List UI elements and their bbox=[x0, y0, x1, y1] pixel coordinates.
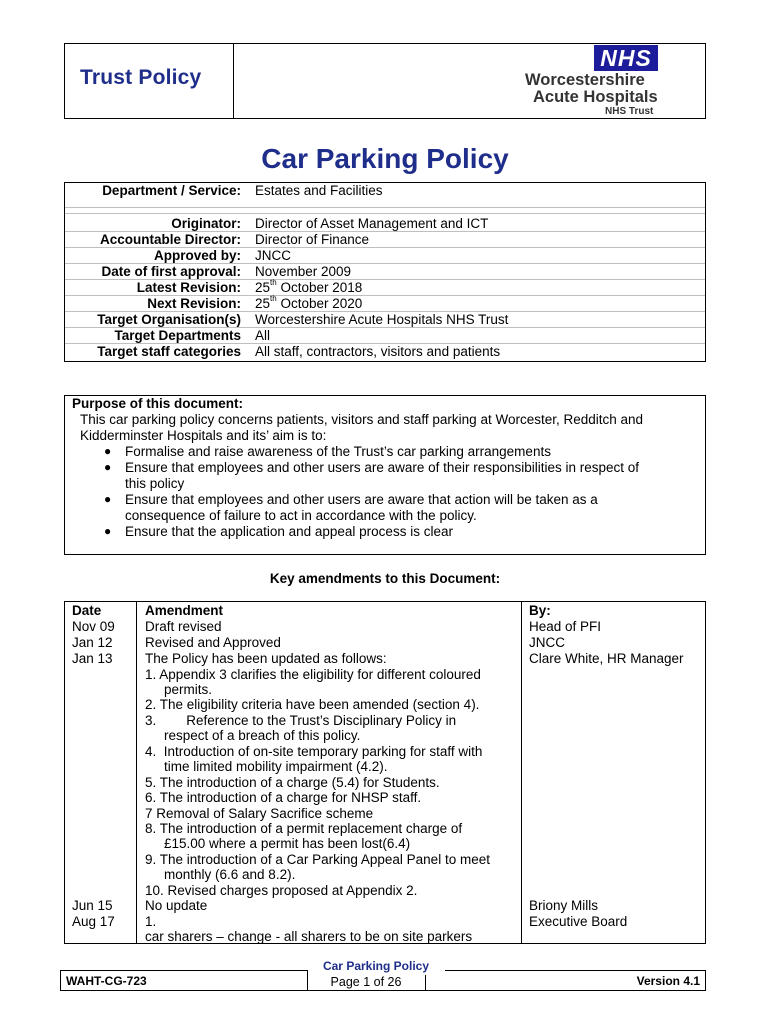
row-amendment-line: 10. Revised charges proposed at Appendix 2. bbox=[145, 883, 418, 898]
row-amendment: Draft revised bbox=[145, 619, 222, 634]
approved-by-label: Approved by: bbox=[153, 248, 241, 263]
row-amendment-line: 7 Removal of Salary Sacrifice scheme bbox=[145, 806, 374, 821]
org-name-line2: Acute Hospitals bbox=[533, 88, 658, 106]
next-revision-suffix: th bbox=[270, 294, 277, 303]
purpose-bullet-2-line1: Ensure that employees and other users are aware of their responsibilities in respect of bbox=[125, 460, 640, 475]
row-amendment-line: The Policy has been updated as follows: bbox=[145, 651, 387, 666]
row-amendment-line: monthly (6.6 and 8.2). bbox=[164, 867, 296, 882]
footer-rule bbox=[60, 970, 307, 971]
header-date: Date bbox=[72, 603, 102, 618]
row-date: Aug 17 bbox=[72, 914, 115, 929]
row-by: Clare White, HR Manager bbox=[529, 651, 684, 666]
column-divider bbox=[521, 601, 522, 944]
footer-border bbox=[60, 970, 61, 991]
row-amendment: Revised and Approved bbox=[145, 635, 281, 650]
purpose-bullet-3-line2: consequence of failure to act in accordance with the policy. bbox=[125, 508, 477, 523]
next-revision-label: Next Revision: bbox=[147, 296, 241, 311]
org-name-line3: NHS Trust bbox=[605, 106, 654, 117]
row-amendment-line: 3. Reference to the Trust’s Disciplinary Policy in bbox=[145, 713, 457, 728]
nhs-logo: NHS bbox=[594, 45, 658, 71]
department-label: Department / Service: bbox=[102, 183, 241, 198]
latest-revision-suffix: th bbox=[270, 278, 277, 287]
footer-rule bbox=[60, 990, 706, 991]
originator-label: Originator: bbox=[171, 216, 241, 231]
originator-value: Director of Asset Management and ICT bbox=[255, 216, 489, 231]
row-date: Jun 15 bbox=[72, 898, 113, 913]
first-approval-value: November 2009 bbox=[255, 264, 352, 279]
approved-by-value: JNCC bbox=[255, 248, 291, 263]
bullet-icon: ● bbox=[104, 444, 112, 458]
purpose-title: Purpose of this document: bbox=[72, 396, 244, 411]
policy-type-label: Trust Policy bbox=[80, 66, 202, 89]
next-revision-rest: October 2020 bbox=[276, 296, 363, 311]
purpose-bullet-1: Formalise and raise awareness of the Trust’s car parking arrangements bbox=[125, 444, 551, 459]
footer-title: Car Parking Policy bbox=[322, 959, 430, 973]
first-approval-label: Date of first approval: bbox=[101, 264, 241, 279]
row-amendment-line: car sharers – change - all sharers to be on site parkers bbox=[145, 929, 473, 944]
row-amendment-line: 9. The introduction of a Car Parking Appeal Panel to meet bbox=[145, 852, 490, 867]
info-row-divider bbox=[65, 207, 705, 208]
latest-revision-day: 25 bbox=[255, 280, 271, 295]
latest-revision-label: Latest Revision: bbox=[136, 280, 241, 295]
purpose-bullet-3-line1: Ensure that employees and other users are aware that action will be taken as a bbox=[125, 492, 598, 507]
row-amendment-line: respect of a breach of this policy. bbox=[164, 728, 361, 743]
info-row-divider bbox=[65, 213, 705, 214]
accountable-director-value: Director of Finance bbox=[255, 232, 370, 247]
row-by: JNCC bbox=[529, 635, 565, 650]
footer-border bbox=[705, 970, 706, 991]
row-amendment-line: 5. The introduction of a charge (5.4) for Students. bbox=[145, 775, 440, 790]
bullet-icon: ● bbox=[104, 492, 112, 506]
target-staff-label: Target staff categories bbox=[97, 344, 241, 359]
org-name-line1: Worcestershire bbox=[525, 71, 645, 89]
row-amendment-line: £15.00 where a permit has been lost(6.4) bbox=[164, 836, 411, 851]
target-staff-value: All staff, contractors, visitors and patients bbox=[255, 344, 501, 359]
latest-revision-value bbox=[255, 280, 362, 295]
row-by: Head of PFI bbox=[529, 619, 602, 634]
purpose-bullet-2-line2: this policy bbox=[125, 476, 185, 491]
target-departments-label: Target Departments bbox=[114, 328, 241, 343]
department-value: Estates and Facilities bbox=[255, 183, 383, 198]
row-date: Nov 09 bbox=[72, 619, 115, 634]
document-title: Car Parking Policy bbox=[261, 143, 509, 174]
purpose-intro-line1: This car parking policy concerns patients, visitors and staff parking at Worcester, Redditch and bbox=[80, 412, 644, 427]
row-amendment-line: permits. bbox=[164, 682, 213, 697]
next-revision-day: 25 bbox=[255, 296, 271, 311]
row-amendment-line: 2. The eligibility criteria have been amended (section 4). bbox=[145, 697, 480, 712]
row-date: Jan 12 bbox=[72, 635, 113, 650]
document-code: WAHT-CG-723 bbox=[66, 974, 147, 988]
row-amendment: No update bbox=[145, 898, 208, 913]
target-organisation-label: Target Organisation(s) bbox=[97, 312, 241, 327]
column-divider bbox=[136, 601, 137, 944]
row-amendment-line: 4. Introduction of on-site temporary parking for staff with bbox=[145, 744, 483, 759]
next-revision-value bbox=[255, 296, 362, 311]
purpose-intro-line2: Kidderminster Hospitals and its’ aim is to: bbox=[80, 428, 327, 443]
accountable-director-label: Accountable Director: bbox=[99, 232, 241, 247]
header-by: By: bbox=[529, 603, 551, 618]
document-version: Version 4.1 bbox=[636, 974, 700, 988]
latest-revision-rest: October 2018 bbox=[276, 280, 363, 295]
header-amendment: Amendment bbox=[145, 603, 224, 618]
row-amendment-line: 6. The introduction of a charge for NHSP staff. bbox=[145, 790, 422, 805]
row-amendment-line: 1. Appendix 3 clarifies the eligibility for different coloured bbox=[145, 667, 481, 682]
bullet-icon: ● bbox=[104, 460, 112, 474]
row-by: Executive Board bbox=[529, 914, 628, 929]
footer-border bbox=[425, 975, 426, 991]
row-by: Briony Mills bbox=[529, 898, 599, 913]
amendments-heading: Key amendments to this Document: bbox=[269, 571, 501, 586]
purpose-bullet-4: Ensure that the application and appeal process is clear bbox=[125, 524, 453, 539]
header-divider bbox=[233, 43, 234, 119]
page-number: Page 1 of 26 bbox=[330, 975, 402, 989]
row-amendment-line: 1. bbox=[145, 914, 157, 929]
footer-rule bbox=[445, 970, 706, 971]
row-amendment-line: time limited mobility impairment (4.2). bbox=[164, 759, 388, 774]
row-date: Jan 13 bbox=[72, 651, 113, 666]
bullet-icon: ● bbox=[104, 524, 112, 538]
target-organisation-value: Worcestershire Acute Hospitals NHS Trust bbox=[255, 312, 509, 327]
target-departments-value: All bbox=[255, 328, 271, 343]
row-amendment-line: 8. The introduction of a permit replacement charge of bbox=[145, 821, 463, 836]
